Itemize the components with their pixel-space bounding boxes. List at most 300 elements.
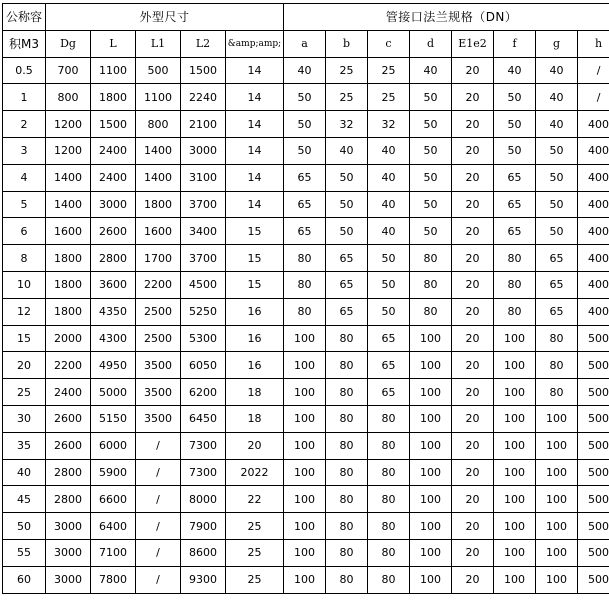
cell-amp: 25 bbox=[226, 513, 284, 540]
cell-c: 80 bbox=[368, 513, 410, 540]
cell-l2: 6050 bbox=[181, 352, 226, 379]
header-col-h: h bbox=[578, 30, 609, 57]
cell-d: 50 bbox=[410, 164, 452, 191]
cell-g: 100 bbox=[536, 432, 578, 459]
cell-capacity: 15 bbox=[3, 325, 46, 352]
cell-e1e2: 20 bbox=[452, 271, 494, 298]
cell-amp: 15 bbox=[226, 218, 284, 245]
cell-c: 80 bbox=[368, 539, 410, 566]
cell-g: 100 bbox=[536, 459, 578, 486]
cell-l2: 3700 bbox=[181, 191, 226, 218]
cell-d: 40 bbox=[410, 57, 452, 84]
cell-f: 65 bbox=[494, 191, 536, 218]
cell-h: / bbox=[578, 84, 609, 111]
cell-f: 100 bbox=[494, 539, 536, 566]
cell-a: 65 bbox=[284, 191, 326, 218]
cell-dg: 2800 bbox=[46, 459, 91, 486]
cell-b: 80 bbox=[326, 379, 368, 406]
cell-dg: 2600 bbox=[46, 432, 91, 459]
header-group-flange-spec: 管接口法兰规格（DN） bbox=[284, 4, 609, 31]
cell-d: 100 bbox=[410, 432, 452, 459]
cell-l1: 1800 bbox=[136, 191, 181, 218]
cell-b: 50 bbox=[326, 164, 368, 191]
cell-h: 400 bbox=[578, 164, 609, 191]
cell-g: 100 bbox=[536, 486, 578, 513]
cell-h: 400 bbox=[578, 137, 609, 164]
cell-amp: 16 bbox=[226, 352, 284, 379]
cell-c: 65 bbox=[368, 352, 410, 379]
cell-capacity: 20 bbox=[3, 352, 46, 379]
table-row bbox=[3, 245, 609, 272]
header-col-amp: &amp;amp; bbox=[226, 30, 284, 57]
table-row bbox=[3, 486, 609, 513]
cell-l: 2800 bbox=[91, 245, 136, 272]
cell-capacity: 2 bbox=[3, 111, 46, 138]
header-col-l1: L1 bbox=[136, 30, 181, 57]
cell-a: 80 bbox=[284, 245, 326, 272]
cell-amp: 14 bbox=[226, 164, 284, 191]
cell-l: 3000 bbox=[91, 191, 136, 218]
cell-a: 100 bbox=[284, 459, 326, 486]
cell-l1: 1700 bbox=[136, 245, 181, 272]
cell-amp: 14 bbox=[226, 84, 284, 111]
cell-b: 50 bbox=[326, 218, 368, 245]
cell-l2: 7300 bbox=[181, 432, 226, 459]
cell-l1: 1400 bbox=[136, 137, 181, 164]
cell-l2: 2100 bbox=[181, 111, 226, 138]
cell-c: 80 bbox=[368, 405, 410, 432]
cell-h: 500 bbox=[578, 539, 609, 566]
cell-c: 40 bbox=[368, 218, 410, 245]
cell-f: 100 bbox=[494, 513, 536, 540]
cell-f: 100 bbox=[494, 325, 536, 352]
cell-h: 400 bbox=[578, 218, 609, 245]
cell-l1: 1100 bbox=[136, 84, 181, 111]
header-col-e1e2: E1e2 bbox=[452, 30, 494, 57]
cell-f: 65 bbox=[494, 164, 536, 191]
cell-e1e2: 20 bbox=[452, 298, 494, 325]
cell-capacity: 8 bbox=[3, 245, 46, 272]
cell-l: 4950 bbox=[91, 352, 136, 379]
cell-g: 100 bbox=[536, 513, 578, 540]
cell-dg: 800 bbox=[46, 84, 91, 111]
cell-f: 100 bbox=[494, 566, 536, 593]
cell-d: 80 bbox=[410, 298, 452, 325]
cell-dg: 1400 bbox=[46, 191, 91, 218]
cell-e1e2: 20 bbox=[452, 164, 494, 191]
cell-b: 80 bbox=[326, 539, 368, 566]
cell-amp: 20 bbox=[226, 432, 284, 459]
cell-l2: 3700 bbox=[181, 245, 226, 272]
cell-amp: 16 bbox=[226, 298, 284, 325]
cell-capacity: 50 bbox=[3, 513, 46, 540]
table-row bbox=[3, 111, 609, 138]
cell-f: 50 bbox=[494, 111, 536, 138]
table-row bbox=[3, 539, 609, 566]
cell-f: 100 bbox=[494, 486, 536, 513]
cell-a: 50 bbox=[284, 111, 326, 138]
cell-h: 500 bbox=[578, 352, 609, 379]
cell-a: 100 bbox=[284, 486, 326, 513]
cell-l2: 3400 bbox=[181, 218, 226, 245]
cell-b: 80 bbox=[326, 432, 368, 459]
cell-amp: 14 bbox=[226, 191, 284, 218]
cell-a: 100 bbox=[284, 405, 326, 432]
cell-d: 100 bbox=[410, 539, 452, 566]
table-row bbox=[3, 298, 609, 325]
cell-f: 80 bbox=[494, 245, 536, 272]
cell-e1e2: 20 bbox=[452, 325, 494, 352]
cell-dg: 3000 bbox=[46, 539, 91, 566]
cell-a: 50 bbox=[284, 84, 326, 111]
cell-l: 1100 bbox=[91, 57, 136, 84]
cell-g: 40 bbox=[536, 84, 578, 111]
cell-b: 25 bbox=[326, 84, 368, 111]
cell-l2: 6200 bbox=[181, 379, 226, 406]
header-col-dg: Dg bbox=[46, 30, 91, 57]
cell-e1e2: 20 bbox=[452, 57, 494, 84]
cell-a: 100 bbox=[284, 539, 326, 566]
cell-l2: 3100 bbox=[181, 164, 226, 191]
header-col-f: f bbox=[494, 30, 536, 57]
cell-l: 3600 bbox=[91, 271, 136, 298]
cell-a: 65 bbox=[284, 218, 326, 245]
cell-dg: 2200 bbox=[46, 352, 91, 379]
cell-l1: 3500 bbox=[136, 405, 181, 432]
cell-f: 80 bbox=[494, 271, 536, 298]
cell-b: 32 bbox=[326, 111, 368, 138]
cell-b: 80 bbox=[326, 352, 368, 379]
cell-e1e2: 20 bbox=[452, 459, 494, 486]
cell-b: 65 bbox=[326, 271, 368, 298]
cell-l2: 1500 bbox=[181, 57, 226, 84]
cell-c: 40 bbox=[368, 191, 410, 218]
cell-a: 100 bbox=[284, 352, 326, 379]
cell-l2: 4500 bbox=[181, 271, 226, 298]
cell-h: 400 bbox=[578, 245, 609, 272]
cell-l2: 6450 bbox=[181, 405, 226, 432]
cell-f: 65 bbox=[494, 218, 536, 245]
cell-dg: 1200 bbox=[46, 137, 91, 164]
cell-l2: 7900 bbox=[181, 513, 226, 540]
cell-d: 50 bbox=[410, 218, 452, 245]
cell-amp: 15 bbox=[226, 271, 284, 298]
cell-f: 100 bbox=[494, 405, 536, 432]
cell-g: 40 bbox=[536, 111, 578, 138]
cell-c: 80 bbox=[368, 459, 410, 486]
cell-l2: 3000 bbox=[181, 137, 226, 164]
cell-d: 100 bbox=[410, 405, 452, 432]
cell-l: 6000 bbox=[91, 432, 136, 459]
cell-d: 50 bbox=[410, 137, 452, 164]
cell-e1e2: 20 bbox=[452, 218, 494, 245]
cell-h: 400 bbox=[578, 111, 609, 138]
header-row-group bbox=[3, 4, 609, 31]
cell-l2: 8000 bbox=[181, 486, 226, 513]
cell-e1e2: 20 bbox=[452, 84, 494, 111]
cell-e1e2: 20 bbox=[452, 245, 494, 272]
cell-b: 50 bbox=[326, 191, 368, 218]
cell-e1e2: 20 bbox=[452, 379, 494, 406]
cell-dg: 2000 bbox=[46, 325, 91, 352]
cell-f: 100 bbox=[494, 459, 536, 486]
cell-h: 500 bbox=[578, 486, 609, 513]
cell-l: 2400 bbox=[91, 137, 136, 164]
cell-c: 50 bbox=[368, 245, 410, 272]
cell-l2: 8600 bbox=[181, 539, 226, 566]
cell-l: 5000 bbox=[91, 379, 136, 406]
cell-g: 80 bbox=[536, 325, 578, 352]
cell-c: 50 bbox=[368, 271, 410, 298]
cell-dg: 3000 bbox=[46, 513, 91, 540]
header-col-c: c bbox=[368, 30, 410, 57]
cell-dg: 2400 bbox=[46, 379, 91, 406]
cell-e1e2: 20 bbox=[452, 405, 494, 432]
cell-l1: / bbox=[136, 566, 181, 593]
cell-g: 50 bbox=[536, 137, 578, 164]
cell-h: 500 bbox=[578, 513, 609, 540]
table-row bbox=[3, 352, 609, 379]
cell-dg: 1200 bbox=[46, 111, 91, 138]
cell-g: 100 bbox=[536, 539, 578, 566]
cell-capacity: 55 bbox=[3, 539, 46, 566]
cell-capacity: 1 bbox=[3, 84, 46, 111]
table-row bbox=[3, 379, 609, 406]
cell-b: 80 bbox=[326, 566, 368, 593]
cell-l: 4300 bbox=[91, 325, 136, 352]
cell-l1: 3500 bbox=[136, 352, 181, 379]
specification-table bbox=[2, 3, 609, 594]
table-row bbox=[3, 432, 609, 459]
cell-amp: 14 bbox=[226, 111, 284, 138]
header-col-l: L bbox=[91, 30, 136, 57]
cell-l1: / bbox=[136, 486, 181, 513]
cell-capacity: 5 bbox=[3, 191, 46, 218]
table-row bbox=[3, 459, 609, 486]
cell-g: 50 bbox=[536, 164, 578, 191]
cell-l: 6600 bbox=[91, 486, 136, 513]
cell-a: 50 bbox=[284, 137, 326, 164]
cell-g: 80 bbox=[536, 379, 578, 406]
cell-f: 50 bbox=[494, 84, 536, 111]
cell-e1e2: 20 bbox=[452, 111, 494, 138]
cell-f: 40 bbox=[494, 57, 536, 84]
cell-c: 80 bbox=[368, 432, 410, 459]
cell-g: 50 bbox=[536, 191, 578, 218]
cell-e1e2: 20 bbox=[452, 513, 494, 540]
cell-dg: 3000 bbox=[46, 566, 91, 593]
cell-l: 4350 bbox=[91, 298, 136, 325]
cell-dg: 2600 bbox=[46, 405, 91, 432]
cell-e1e2: 20 bbox=[452, 352, 494, 379]
cell-l1: 2500 bbox=[136, 298, 181, 325]
cell-dg: 1800 bbox=[46, 245, 91, 272]
cell-f: 100 bbox=[494, 352, 536, 379]
cell-capacity: 12 bbox=[3, 298, 46, 325]
cell-h: 400 bbox=[578, 271, 609, 298]
header-col-g: g bbox=[536, 30, 578, 57]
cell-dg: 2800 bbox=[46, 486, 91, 513]
cell-d: 50 bbox=[410, 111, 452, 138]
table-row bbox=[3, 271, 609, 298]
cell-amp: 15 bbox=[226, 245, 284, 272]
cell-c: 80 bbox=[368, 486, 410, 513]
cell-b: 40 bbox=[326, 137, 368, 164]
cell-d: 100 bbox=[410, 486, 452, 513]
cell-f: 100 bbox=[494, 379, 536, 406]
cell-d: 100 bbox=[410, 566, 452, 593]
header-capacity-line2: 积M3 bbox=[3, 30, 46, 57]
cell-d: 50 bbox=[410, 191, 452, 218]
cell-f: 100 bbox=[494, 432, 536, 459]
cell-a: 100 bbox=[284, 325, 326, 352]
cell-capacity: 25 bbox=[3, 379, 46, 406]
cell-b: 65 bbox=[326, 245, 368, 272]
cell-h: 400 bbox=[578, 298, 609, 325]
cell-capacity: 40 bbox=[3, 459, 46, 486]
cell-h: 500 bbox=[578, 325, 609, 352]
cell-a: 100 bbox=[284, 566, 326, 593]
cell-b: 80 bbox=[326, 513, 368, 540]
cell-a: 65 bbox=[284, 164, 326, 191]
cell-l1: 2200 bbox=[136, 271, 181, 298]
cell-h: 500 bbox=[578, 459, 609, 486]
cell-b: 80 bbox=[326, 325, 368, 352]
cell-l: 1500 bbox=[91, 111, 136, 138]
cell-l2: 5250 bbox=[181, 298, 226, 325]
cell-l1: / bbox=[136, 459, 181, 486]
cell-dg: 1800 bbox=[46, 298, 91, 325]
cell-amp: 25 bbox=[226, 539, 284, 566]
table-row bbox=[3, 218, 609, 245]
cell-b: 80 bbox=[326, 459, 368, 486]
cell-l2: 7300 bbox=[181, 459, 226, 486]
cell-b: 80 bbox=[326, 405, 368, 432]
header-col-d: d bbox=[410, 30, 452, 57]
cell-l: 2600 bbox=[91, 218, 136, 245]
cell-d: 100 bbox=[410, 325, 452, 352]
cell-g: 65 bbox=[536, 298, 578, 325]
cell-c: 25 bbox=[368, 57, 410, 84]
cell-h: 500 bbox=[578, 432, 609, 459]
table-row bbox=[3, 405, 609, 432]
cell-d: 100 bbox=[410, 379, 452, 406]
table-row bbox=[3, 566, 609, 593]
cell-d: 100 bbox=[410, 352, 452, 379]
cell-amp: 14 bbox=[226, 137, 284, 164]
cell-l: 1800 bbox=[91, 84, 136, 111]
cell-amp: 18 bbox=[226, 405, 284, 432]
cell-c: 80 bbox=[368, 566, 410, 593]
cell-amp: 22 bbox=[226, 486, 284, 513]
cell-capacity: 35 bbox=[3, 432, 46, 459]
table-row bbox=[3, 84, 609, 111]
cell-d: 100 bbox=[410, 513, 452, 540]
header-col-b: b bbox=[326, 30, 368, 57]
cell-h: 500 bbox=[578, 379, 609, 406]
cell-amp: 25 bbox=[226, 566, 284, 593]
cell-l: 5150 bbox=[91, 405, 136, 432]
cell-h: 400 bbox=[578, 191, 609, 218]
cell-c: 50 bbox=[368, 298, 410, 325]
cell-d: 80 bbox=[410, 271, 452, 298]
header-group-outer-dimensions: 外型尺寸 bbox=[46, 4, 284, 31]
table-row bbox=[3, 164, 609, 191]
cell-dg: 1800 bbox=[46, 271, 91, 298]
table-row bbox=[3, 191, 609, 218]
cell-l1: 3500 bbox=[136, 379, 181, 406]
cell-h: / bbox=[578, 57, 609, 84]
cell-h: 500 bbox=[578, 405, 609, 432]
header-col-a: a bbox=[284, 30, 326, 57]
cell-e1e2: 20 bbox=[452, 432, 494, 459]
table-row bbox=[3, 57, 609, 84]
cell-l1: 800 bbox=[136, 111, 181, 138]
table-row bbox=[3, 325, 609, 352]
cell-h: 500 bbox=[578, 566, 609, 593]
cell-a: 40 bbox=[284, 57, 326, 84]
cell-g: 80 bbox=[536, 352, 578, 379]
table-row bbox=[3, 513, 609, 540]
cell-c: 25 bbox=[368, 84, 410, 111]
cell-l2: 5300 bbox=[181, 325, 226, 352]
cell-l1: / bbox=[136, 539, 181, 566]
cell-g: 100 bbox=[536, 566, 578, 593]
cell-l1: 1600 bbox=[136, 218, 181, 245]
cell-a: 100 bbox=[284, 379, 326, 406]
cell-dg: 700 bbox=[46, 57, 91, 84]
cell-l: 7100 bbox=[91, 539, 136, 566]
cell-l1: 500 bbox=[136, 57, 181, 84]
cell-l: 2400 bbox=[91, 164, 136, 191]
cell-a: 100 bbox=[284, 432, 326, 459]
cell-amp: 14 bbox=[226, 57, 284, 84]
cell-g: 40 bbox=[536, 57, 578, 84]
cell-d: 80 bbox=[410, 245, 452, 272]
cell-c: 40 bbox=[368, 164, 410, 191]
cell-f: 80 bbox=[494, 298, 536, 325]
header-row-columns bbox=[3, 30, 609, 57]
cell-f: 50 bbox=[494, 137, 536, 164]
cell-g: 65 bbox=[536, 245, 578, 272]
table-row bbox=[3, 137, 609, 164]
cell-d: 100 bbox=[410, 459, 452, 486]
cell-amp: 18 bbox=[226, 379, 284, 406]
cell-amp: 2022 bbox=[226, 459, 284, 486]
cell-g: 50 bbox=[536, 218, 578, 245]
cell-g: 65 bbox=[536, 271, 578, 298]
cell-g: 100 bbox=[536, 405, 578, 432]
cell-c: 40 bbox=[368, 137, 410, 164]
cell-capacity: 10 bbox=[3, 271, 46, 298]
cell-b: 65 bbox=[326, 298, 368, 325]
cell-capacity: 3 bbox=[3, 137, 46, 164]
cell-l1: / bbox=[136, 513, 181, 540]
cell-l1: 2500 bbox=[136, 325, 181, 352]
table-body bbox=[3, 57, 609, 593]
cell-dg: 1400 bbox=[46, 164, 91, 191]
cell-capacity: 6 bbox=[3, 218, 46, 245]
cell-l: 6400 bbox=[91, 513, 136, 540]
cell-capacity: 4 bbox=[3, 164, 46, 191]
cell-l: 5900 bbox=[91, 459, 136, 486]
cell-a: 80 bbox=[284, 271, 326, 298]
cell-c: 32 bbox=[368, 111, 410, 138]
cell-capacity: 0.5 bbox=[3, 57, 46, 84]
cell-e1e2: 20 bbox=[452, 486, 494, 513]
cell-amp: 16 bbox=[226, 325, 284, 352]
header-col-l2: L2 bbox=[181, 30, 226, 57]
